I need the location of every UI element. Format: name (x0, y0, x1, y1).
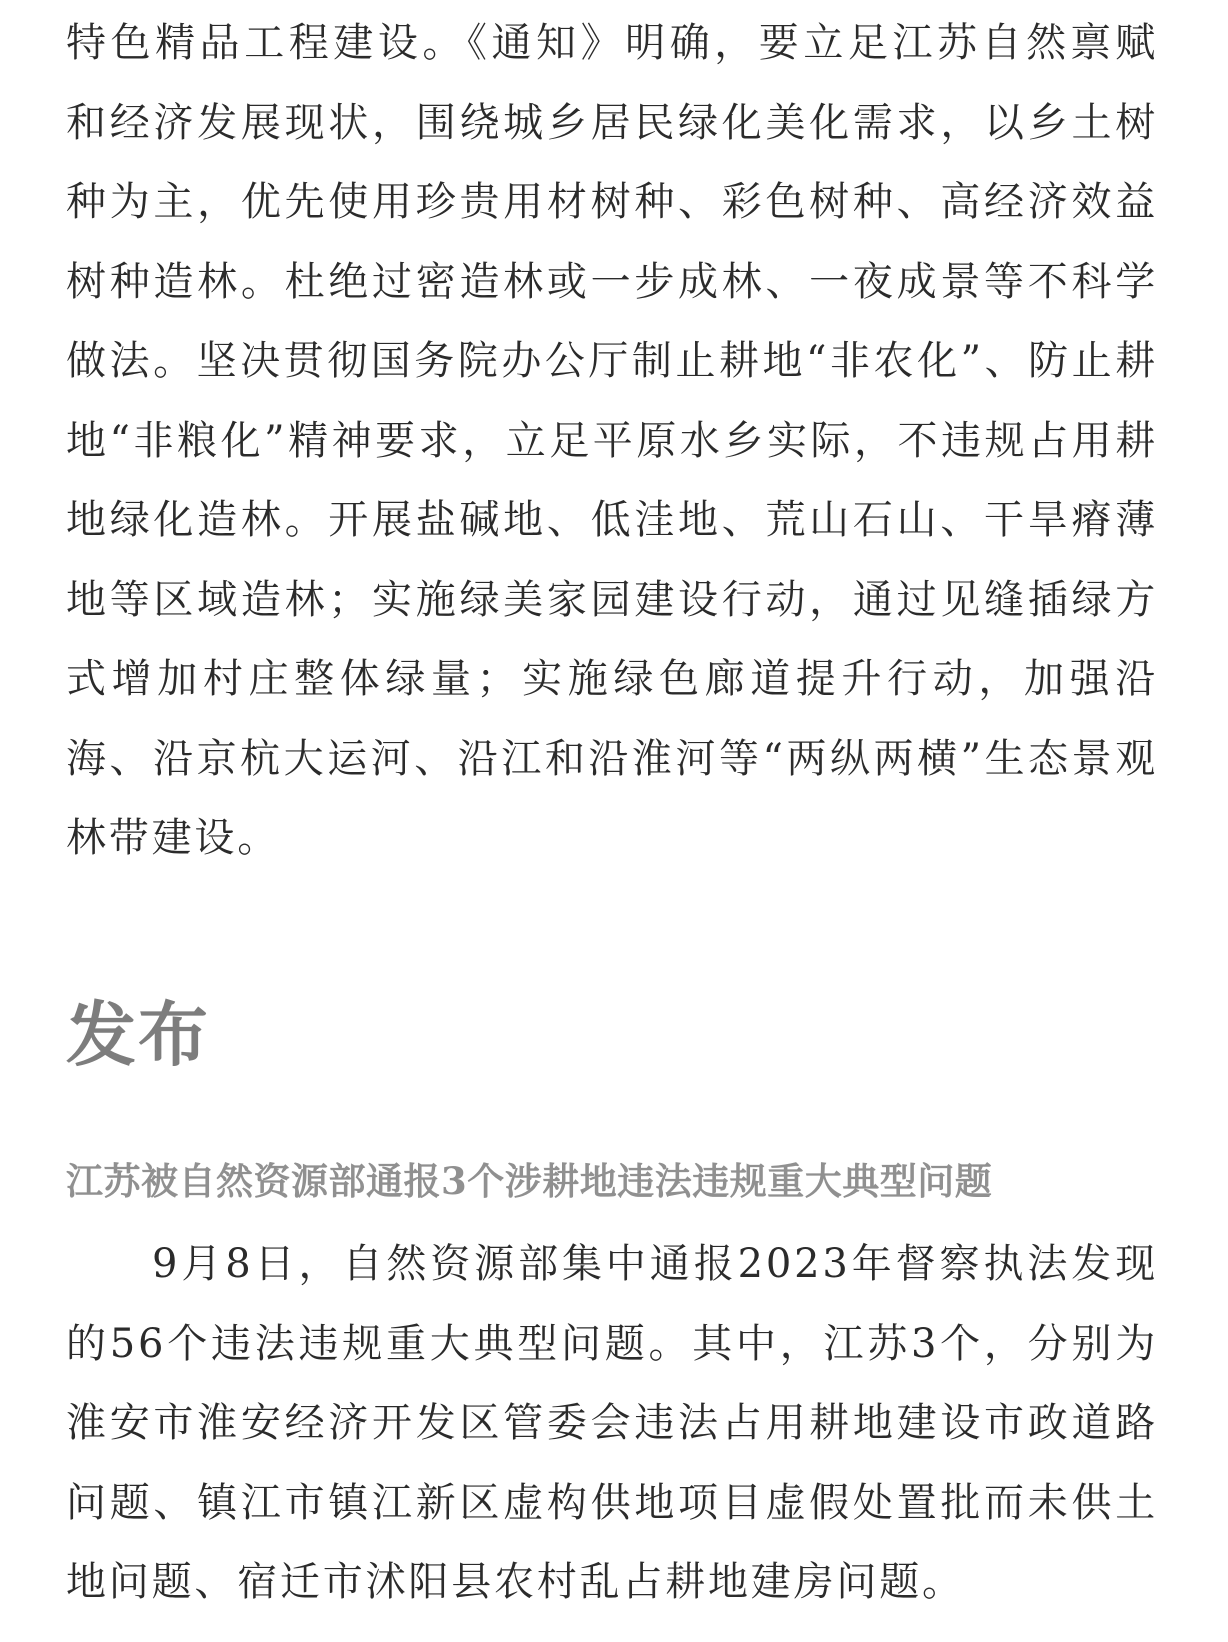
body-paragraph-2: 9月8日，自然资源部集中通报2023年督察执法发现的56个违法违规重大典型问题。其中，江苏3个，分别为淮安市淮安经济开发区管委会违法占用耕地建设市政道路问题、镇江市镇江新区虚构供地项目虚假处置批而未供土地问题、宿迁市沭阳县农村乱占耕地建房问题。 (66, 1241, 1158, 1605)
news-subheading: 江苏被自然资源部通报3个涉耕地违法违规重大典型问题 (66, 1159, 993, 1203)
section-title: 发布 (66, 994, 210, 1076)
body-paragraph-1: 特色精品工程建设。《通知》明确，要立足江苏自然禀赋和经济发展现状，围绕城乡居民绿化美化需求，以乡土树种为主，优先使用珍贵用材树种、彩色树种、高经济效益树种造林。杜绝过密造林或一步成林、一夜成景等不科学做法。坚决贯彻国务院办公厅制止耕地“非农化”、防止耕地“非粮化”精神要求，立足平原水乡实际，不违规占用耕地绿化造林。开展盐碱地、低洼地、荒山石山、干旱瘠薄地等区域造林；实施绿美家园建设行动，通过见缝插绿方式增加村庄整体绿量；实施绿色廊道提升行动，加强沿海、沿京杭大运河、沿江和沿淮河等“两纵两横”生态景观林带建设。 (66, 20, 1158, 861)
